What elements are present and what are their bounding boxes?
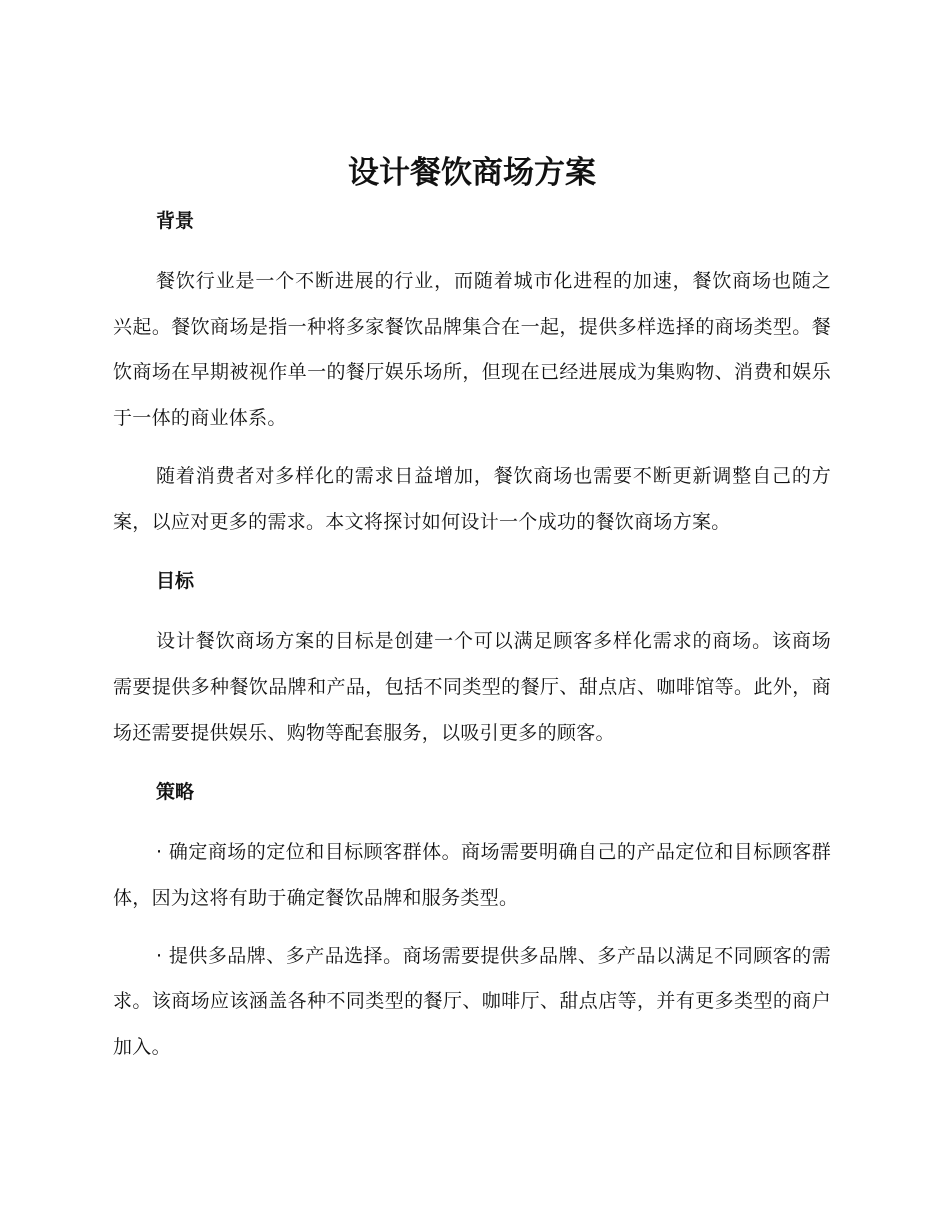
section-heading-strategy: 策略 [156, 781, 195, 804]
bullet-paragraph: · 确定商场的定位和目标顾客群体。商场需要明确自己的产品定位和目标顾客群体，因为这将有助于确定餐饮品牌和服务类型。 [113, 841, 831, 910]
page-title: 设计餐饮商场方案 [348, 155, 596, 191]
section-heading-background: 背景 [156, 210, 195, 232]
paragraph: 随着消费者对多样化的需求日益增加，餐饮商场也需要不断更新调整自己的方案，以应对更多的需求。本文将探讨如何设计一个成功的餐饮商场方案。 [113, 464, 831, 533]
paragraph: 设计餐饮商场方案的目标是创建一个可以满足顾客多样化需求的商场。该商场需要提供多种餐饮品牌和产品，包括不同类型的餐厅、甜点店、咖啡馆等。此外，商场还需要提供娱乐、购物等配套服务，以吸引更多的顾客。 [113, 630, 831, 744]
paragraph: 餐饮行业是一个不断进展的行业，而随着城市化进程的加速，餐饮商场也随之兴起。餐饮商场是指一种将多家餐饮品牌集合在一起，提供多样选择的商场类型。餐饮商场在早期被视作单一的餐厅娱乐场所，但现在已经进展成为集购物、消费和娱乐于一体的商业体系。 [113, 270, 831, 430]
document-body [113, 152, 831, 1071]
section-heading-goals: 目标 [156, 570, 195, 593]
bullet-paragraph: · 提供多品牌、多产品选择。商场需要提供多品牌、多产品以满足不同顾客的需求。该商场应该涵盖各种不同类型的餐厅、咖啡厅、甜点店等，并有更多类型的商户加入。 [113, 944, 831, 1059]
